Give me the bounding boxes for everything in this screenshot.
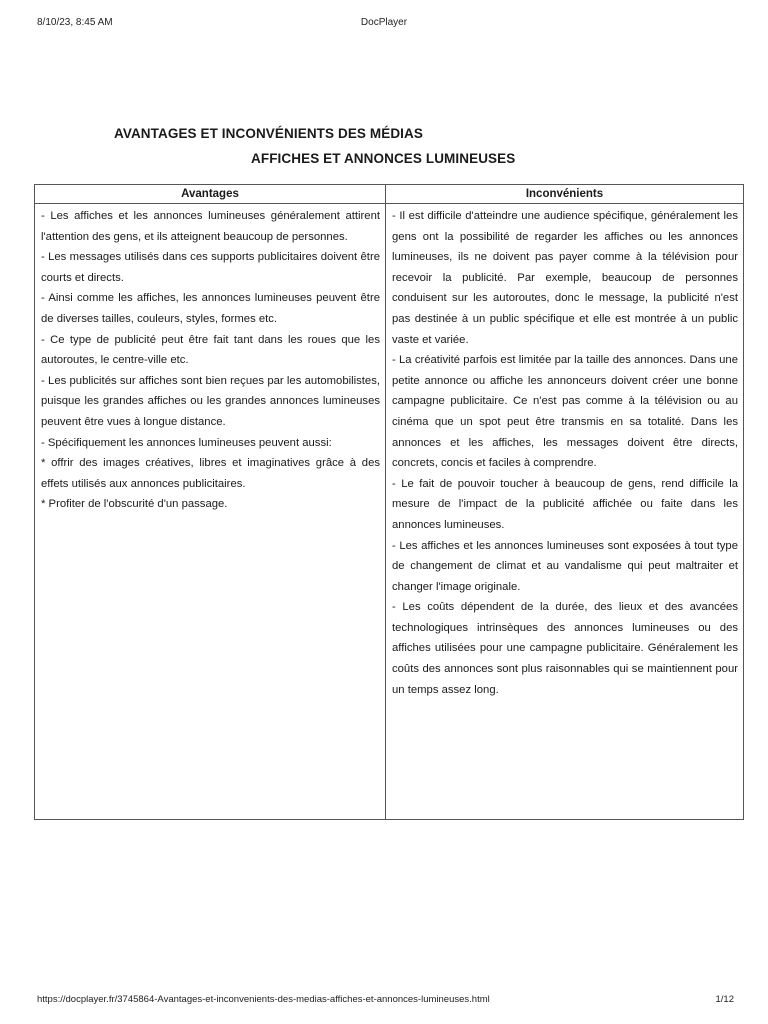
print-datetime: 8/10/23, 8:45 AM: [37, 17, 113, 28]
source-url: https://docplayer.fr/3745864-Avantages-et-inconvenients-des-medias-affiches-et-annonces-lumineuses.html: [37, 994, 490, 1005]
advantages-header: Avantages: [35, 185, 385, 204]
disadvantage-item: - La créativité parfois est limitée par la taille des annonces. Dans une petite annonce ou affiche les annonceurs doivent créer une bonne campagne publicitaire. Ce n'est pas comme à la télévision ou au cinéma que un spot peut être transmis en sa totalité. Dans les annonces et les affiches, les messages doivent être directs, concrets, concis et faciles à comprendre.: [392, 354, 738, 470]
print-site-name: DocPlayer: [360, 17, 408, 28]
disadvantage-item: - Le fait de pouvoir toucher à beaucoup de gens, rend difficile la mesure de l'impact de la publicité affichée ou faite dans les annonces lumineuses.: [392, 477, 738, 531]
disadvantage-item: - Les coûts dépendent de la durée, des lieux et des avancées technologiques intrinsèques des annonces lumineuses ou des affiches utilisées pour une campagne publicitaire. Généralement les coûts des annonces sont plus raisonnables qui se maintiennent pour un temps assez long.: [392, 601, 738, 696]
page-number: 1/12: [715, 994, 734, 1005]
disadvantages-column: [386, 185, 743, 819]
document-title: AVANTAGES ET INCONVÉNIENTS DES MÉDIAS: [114, 126, 423, 141]
advantage-item: - Ainsi comme les affiches, les annonces lumineuses peuvent être de diverses tailles, couleurs, styles, formes etc.: [41, 292, 380, 325]
advantage-item: - Ce type de publicité peut être fait tant dans les roues que les autoroutes, le centre-ville etc.: [41, 333, 380, 367]
advantage-item: - Spécifiquement les annonces lumineuses peuvent aussi:: [41, 436, 332, 449]
advantages-column: [35, 185, 386, 819]
advantage-item: * offrir des images créatives, libres et imaginatives grâce à des effets utilisés aux annonces publicitaires.: [41, 457, 380, 490]
advantage-item: - Les messages utilisés dans ces supports publicitaires doivent être courts et directs.: [41, 251, 380, 284]
advantage-item: - Les publicités sur affiches sont bien reçues par les automobilistes, puisque les grandes affiches ou les grandes annonces lumineuses peuvent être vues à longue distance.: [41, 374, 380, 428]
advantages-body: [35, 204, 385, 515]
advantage-item: - Les affiches et les annonces lumineuses généralement attirent l'attention des gens, et ils atteignent beaucoup de personnes.: [41, 210, 380, 243]
advantage-item: * Profiter de l'obscurité d'un passage.: [41, 498, 228, 511]
document-subtitle: AFFICHES ET ANNONCES LUMINEUSES: [251, 151, 516, 166]
comparison-table: [34, 184, 744, 820]
disadvantage-item: - Les affiches et les annonces lumineuses sont exposées à tout type de changement de climat et au vandalisme qui peut maltraiter et changer l'image originale.: [392, 539, 738, 593]
disadvantages-body: [386, 204, 743, 700]
disadvantage-item: - Il est difficile d'atteindre une audience spécifique, généralement les gens ont la possibilité de regarder les affiches ou les annonces lumineuses, ils ne doivent pas payer comme à la télévision pour recevoir la publicité. Par exemple, beaucoup de personnes conduisent sur les autoroutes, donc le message, la publicité n'est pas destinée à un public spécifique et elle est montrée à un public vaste et variée.: [392, 210, 738, 346]
disadvantages-header: Inconvénients: [386, 185, 743, 204]
